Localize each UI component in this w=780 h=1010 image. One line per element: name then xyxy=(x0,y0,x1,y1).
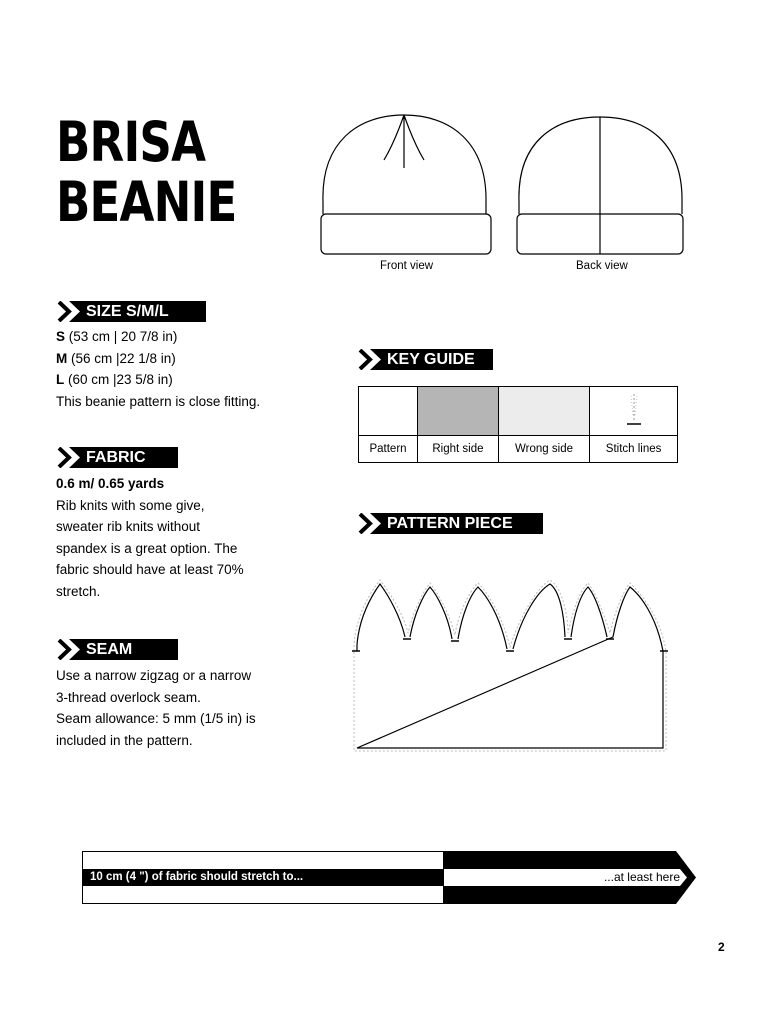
chevron-right-icon xyxy=(56,639,82,660)
seam-heading-text: SEAM xyxy=(86,641,133,658)
chevron-right-icon xyxy=(56,447,82,468)
fabric-line: fabric should have at least 70% xyxy=(56,562,244,577)
size-heading-text: SIZE S/M/L xyxy=(86,303,169,320)
key-label: Pattern xyxy=(359,436,418,463)
chevron-right-icon xyxy=(357,349,383,370)
front-view-label: Front view xyxy=(380,260,434,272)
fabric-amount-text: 0.6 m/ 0.65 yards xyxy=(56,476,165,491)
page-title xyxy=(56,112,237,232)
chevron-right-icon xyxy=(56,301,82,322)
pattern-piece-heading xyxy=(357,513,543,534)
seam-line: Seam allowance: 5 mm (1/5 in) is xyxy=(56,711,256,726)
key-label: Wrong side xyxy=(498,436,589,463)
swatch-stitch-lines xyxy=(590,387,678,436)
size-detail: (60 cm |23 5/8 in) xyxy=(64,372,173,387)
title-line-1: BRISA xyxy=(56,110,206,174)
seam-details xyxy=(56,665,316,751)
size-label: M xyxy=(56,350,68,366)
size-small xyxy=(56,326,316,348)
size-detail: (53 cm | 20 7/8 in) xyxy=(65,329,178,344)
chevron-right-icon xyxy=(357,513,383,534)
key-guide-table xyxy=(358,386,678,463)
key-label: Right side xyxy=(418,436,499,463)
key-label: Stitch lines xyxy=(590,436,678,463)
key-guide-heading xyxy=(357,349,493,370)
page-number: 2 xyxy=(718,940,725,954)
size-note: This beanie pattern is close fitting. xyxy=(56,393,261,409)
seam-line: 3-thread overlock seam. xyxy=(56,689,201,705)
seam-heading xyxy=(56,639,178,660)
seam-line: Use a narrow zigzag or a narrow xyxy=(56,668,252,683)
size-label: L xyxy=(56,372,65,387)
fabric-line: stretch. xyxy=(56,583,101,599)
key-label-row xyxy=(359,436,678,463)
size-heading xyxy=(56,301,206,322)
fabric-details xyxy=(56,473,316,602)
fabric-heading xyxy=(56,447,178,468)
back-view-illustration xyxy=(514,112,690,258)
fabric-line: spandex is a great option. The xyxy=(56,540,238,556)
size-medium xyxy=(56,348,316,370)
stretch-end-text: ...at least here xyxy=(603,870,680,884)
size-label: S xyxy=(56,329,66,344)
stretch-gauge xyxy=(82,851,696,904)
back-view-label: Back view xyxy=(576,260,628,272)
pattern-piece-heading-text: PATTERN PIECE xyxy=(387,515,513,532)
size-detail: (56 cm |22 1/8 in) xyxy=(67,350,176,366)
key-guide-heading-text: KEY GUIDE xyxy=(387,351,475,368)
fabric-line: sweater rib knits without xyxy=(56,519,201,534)
swatch-pattern xyxy=(359,387,418,436)
seam-line: included in the pattern. xyxy=(56,732,193,748)
swatch-wrong-side xyxy=(498,387,589,436)
key-swatch-row xyxy=(359,387,678,436)
stretch-start-text: 10 cm (4 ") of fabric should stretch to... xyxy=(90,871,304,883)
title-line-2: BEANIE xyxy=(56,170,237,234)
fabric-heading-text: FABRIC xyxy=(86,449,146,466)
swatch-right-side xyxy=(418,387,499,436)
front-view-illustration xyxy=(318,112,494,258)
stitch-line-icon xyxy=(624,390,644,430)
size-large xyxy=(56,369,316,391)
size-details xyxy=(56,326,316,412)
pattern-piece-diagram xyxy=(350,575,672,757)
fabric-amount xyxy=(56,473,316,495)
fabric-line: Rib knits with some give, xyxy=(56,497,205,513)
